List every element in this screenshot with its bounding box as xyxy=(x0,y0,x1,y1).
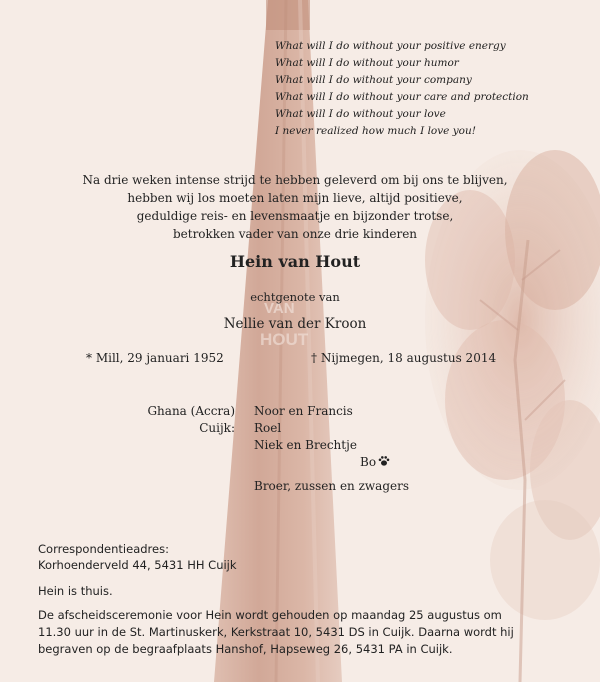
intro-line: betrokken vader van onze drie kinderen xyxy=(172,227,418,241)
poem xyxy=(275,38,529,140)
svg-text:HOUT: HOUT xyxy=(260,330,309,349)
family-member: Noor en Francis xyxy=(254,404,353,418)
correspondence-label: Correspondentieadres: xyxy=(38,542,169,556)
svg-text:VAN: VAN xyxy=(264,300,295,317)
paw-icon xyxy=(378,455,390,467)
intro-line: hebben wij los moeten laten mijn lieve, altijd positieve, xyxy=(127,191,463,205)
intro-text xyxy=(60,171,530,243)
correspondence-address: Korhoenderveld 44, 5431 HH Cuijk xyxy=(38,558,237,572)
pet-name: Bo xyxy=(360,455,377,469)
ceremony-line: De afscheidsceremonie voor Hein wordt gehouden op maandag 25 augustus om xyxy=(38,608,502,622)
family-member: Niek en Brechtje xyxy=(254,438,357,452)
spouse-name: Nellie van der Kroon xyxy=(223,316,367,332)
ceremony-text xyxy=(38,607,566,658)
poem-line: What will I do without your company xyxy=(275,74,472,86)
poem-line: What will I do without your humor xyxy=(275,57,459,69)
deceased-name: Hein van Hout xyxy=(229,252,361,271)
ceremony-line: begraven op de begraafplaats Hanshof, Hapseweg 26, 5431 PA in Cuijk. xyxy=(38,642,453,656)
family-place-cuijk: Cuijk: xyxy=(199,421,235,435)
correspondence-block xyxy=(38,541,237,573)
ceremony-line: 11.30 uur in de St. Martinuskerk, Kerkstraat 10, 5431 DS in Cuijk. Daarna wordt hij xyxy=(38,625,514,639)
intro-line: geduldige reis- en levensmaatje en bijzonder trotse, xyxy=(136,209,454,223)
family-pet xyxy=(360,455,390,469)
family-member: Roel xyxy=(254,421,282,435)
death-info: † Nijmegen, 18 augustus 2014 xyxy=(311,351,497,365)
home-note: Hein is thuis. xyxy=(38,584,113,598)
spouse-label: echtgenote van xyxy=(250,290,340,304)
family-member: Broer, zussen en zwagers xyxy=(254,479,410,493)
intro-line: Na drie weken intense strijd te hebben geleverd om bij ons te blijven, xyxy=(82,173,508,187)
poem-line: I never realized how much I love you! xyxy=(275,125,476,137)
poem-line: What will I do without your love xyxy=(275,108,446,120)
poem-line: What will I do without your positive energy xyxy=(275,40,506,52)
birth-info: * Mill, 29 januari 1952 xyxy=(86,351,224,365)
poem-line: What will I do without your care and protection xyxy=(275,91,529,103)
family-place-ghana: Ghana (Accra) xyxy=(147,404,235,418)
